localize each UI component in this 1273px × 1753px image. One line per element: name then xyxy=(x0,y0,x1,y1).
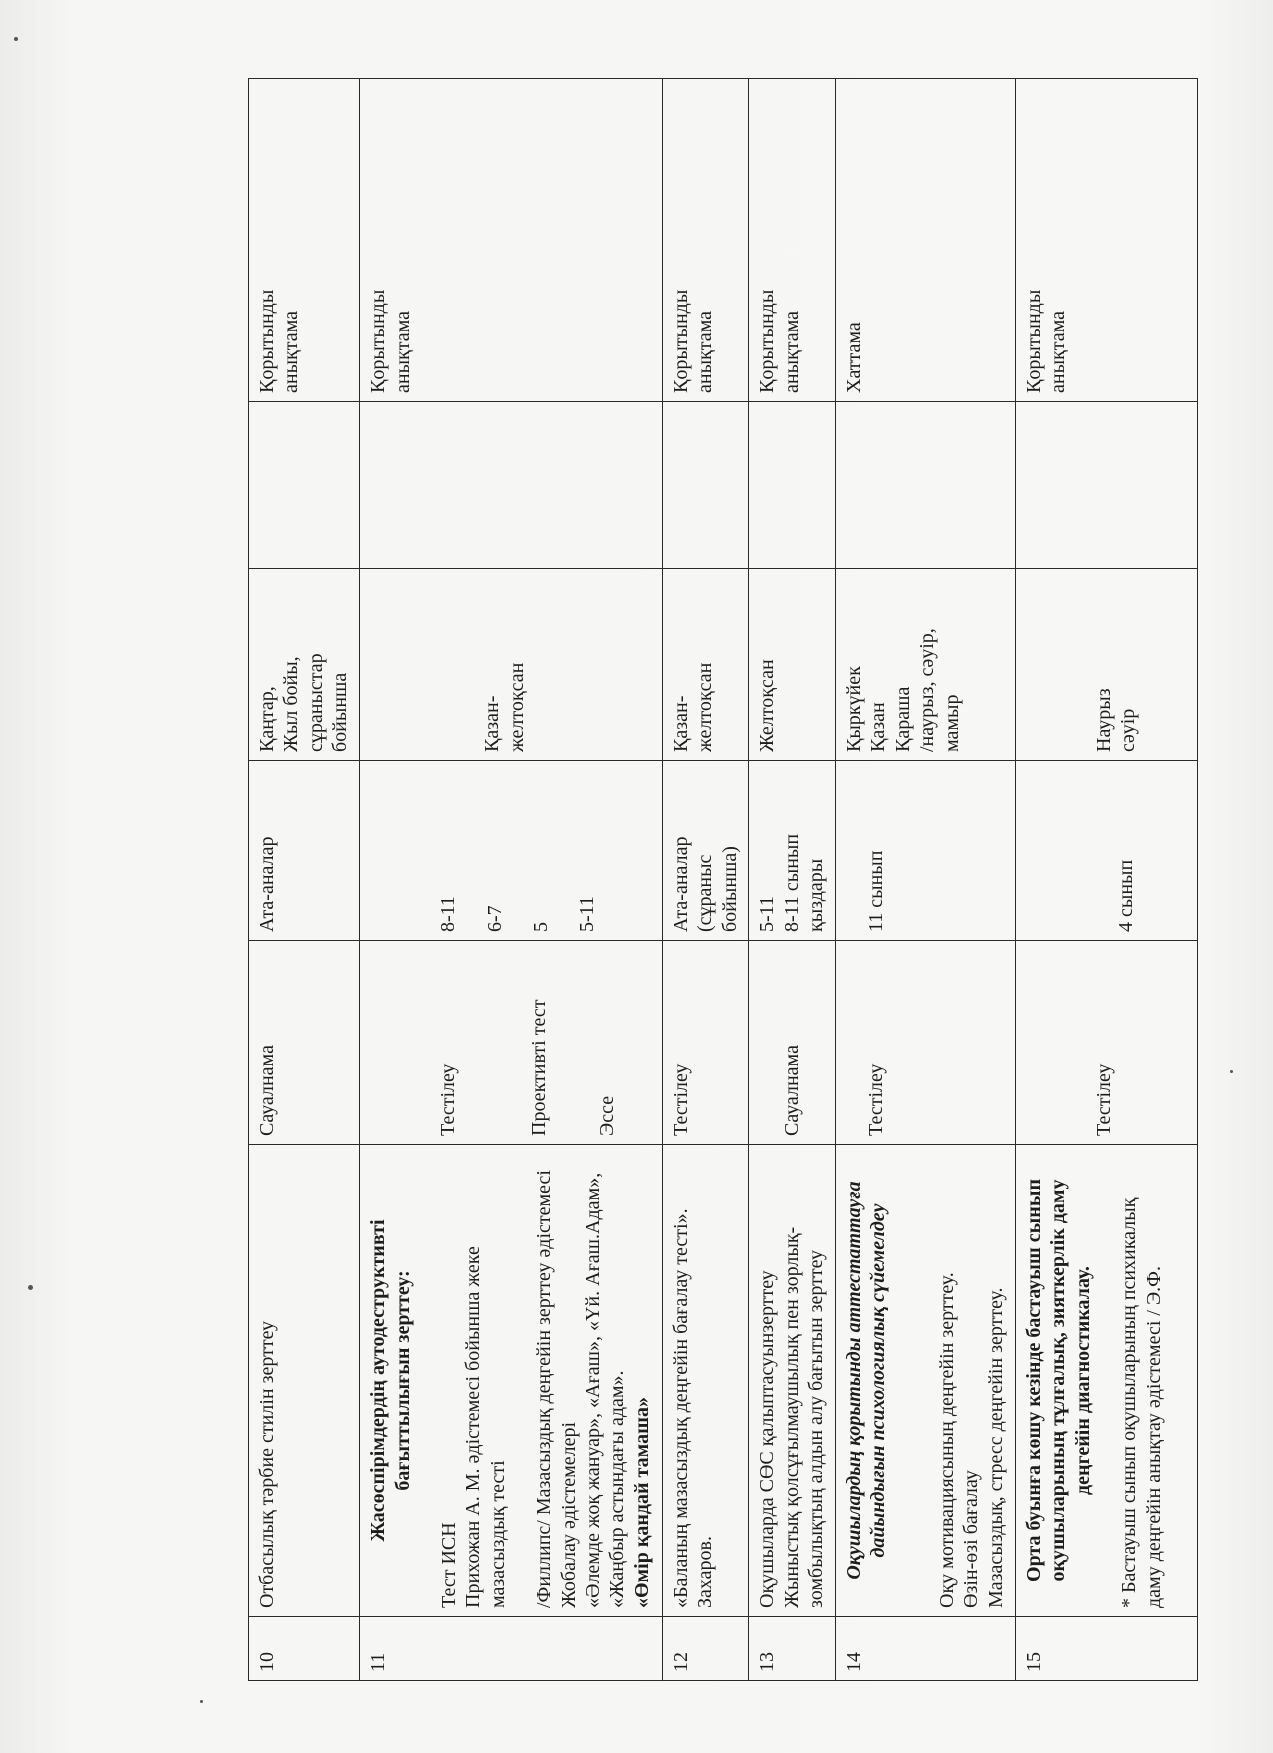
row-result: Қорытынды анықтама xyxy=(662,79,749,402)
row-number: 14 xyxy=(836,1617,1016,1681)
table-row xyxy=(662,79,749,1681)
row-method: Тестілеу xyxy=(836,941,1016,1145)
row-title: Оқушылардың қорытынды аттестаттауға дайындығын психологиялық сүйемелдеу Оқу мотивациясының деңгейін зерттеу. Өзін-өзі бағалау Мазасыздық, стресс деңгейін зерттеу. xyxy=(836,1145,1016,1617)
row-group: 4 сынып xyxy=(1015,761,1197,941)
row-date: Қазан- желтоқсан xyxy=(360,569,663,761)
row-responsible xyxy=(249,402,360,569)
row-group: 5-11 8-11 сынып қыздары xyxy=(749,761,836,941)
scan-speck xyxy=(28,1285,33,1290)
row-method: Тестілеу Проективті тест Эссе xyxy=(360,941,663,1145)
table-row xyxy=(836,79,1016,1681)
row-date: Наурыз сәуір xyxy=(1015,569,1197,761)
row-method: Тестілеу xyxy=(1015,941,1197,1145)
table-row xyxy=(360,79,663,1681)
row-number: 11 xyxy=(360,1617,663,1681)
row-number: 15 xyxy=(1015,1617,1197,1681)
row-result: Қорытынды анықтама xyxy=(749,79,836,402)
row-date: Қыркүйек Қазан Қараша /наурыз, сәуір, мамыр xyxy=(836,569,1016,761)
row-title: Отбасылық тәрбие стилін зерттеу xyxy=(249,1145,360,1617)
row-number: 10 xyxy=(249,1617,360,1681)
row-responsible xyxy=(360,402,663,569)
row-result: Қорытынды анықтама xyxy=(1015,79,1197,402)
row-group: Ата-аналар xyxy=(249,761,360,941)
row-method: Сауалнама xyxy=(249,941,360,1145)
row-number: 13 xyxy=(749,1617,836,1681)
row-method: Сауалнама xyxy=(749,941,836,1145)
row-result: Қорытынды анықтама xyxy=(249,79,360,402)
row-title: Орта буынға көшу кезінде бастауыш сынып оқушыларының тұлғалық, зияткерлік даму деңгейін диагностикалау. * Бастауыш сынып оқушыларының психикалық даму деңгейін анықтау әдістемесі / Э.Ф. xyxy=(1015,1145,1197,1617)
row-group: 11 сынып xyxy=(836,761,1016,941)
row-result: Хаттама xyxy=(836,79,1016,402)
scan-speck xyxy=(1230,1070,1233,1073)
row-result: Қорытынды анықтама xyxy=(360,79,663,402)
row-title: «Баланың мазасыздық деңгейін бағалау тесті». Захаров. xyxy=(662,1145,749,1617)
row-date: Желтоқсан xyxy=(749,569,836,761)
row-method: Тестілеу xyxy=(662,941,749,1145)
row-responsible xyxy=(836,402,1016,569)
plan-table xyxy=(248,78,1198,1681)
row-title: Оқушыларда СӨС қалыптасуынзерттеу Жыныстық қолсұғылмаушылық пен зорлық- зомбылықтың алдын алу бағытын зерттеу xyxy=(749,1145,836,1617)
row-group: 8-11 6-7 5 5-11 xyxy=(360,761,663,941)
row-responsible xyxy=(1015,402,1197,569)
row-number: 12 xyxy=(662,1617,749,1681)
scan-speck xyxy=(200,1700,203,1703)
table-row xyxy=(1015,79,1197,1681)
row-date: Қаңтар, Жыл бойы, сұраныстар бойынша xyxy=(249,569,360,761)
row-group: Ата-аналар (сұраныс бойынша) xyxy=(662,761,749,941)
row-title: Жасөспірімдердің аутодеструктивті бағыттылығын зерттеу: Тест ИСН Прихожан А. М. әдістемесі бойынша жеке мазасыздық тесті /Филлипс/ Мазасыздық деңгейін зерттеу әдістемесі Жобалау әдістемелері «Әлемде жоқ жануар», «Ағаш», «Үй. Ағаш.Адам», «Жаңбыр астындағы адам». «Өмір қандай тамаша» xyxy=(360,1145,663,1617)
scan-speck xyxy=(14,37,18,41)
table-row xyxy=(249,79,360,1681)
table-row xyxy=(749,79,836,1681)
row-responsible xyxy=(662,402,749,569)
rotated-table-container xyxy=(248,79,1198,1681)
row-date: Қазан- желтоқсан xyxy=(662,569,749,761)
row-responsible xyxy=(749,402,836,569)
